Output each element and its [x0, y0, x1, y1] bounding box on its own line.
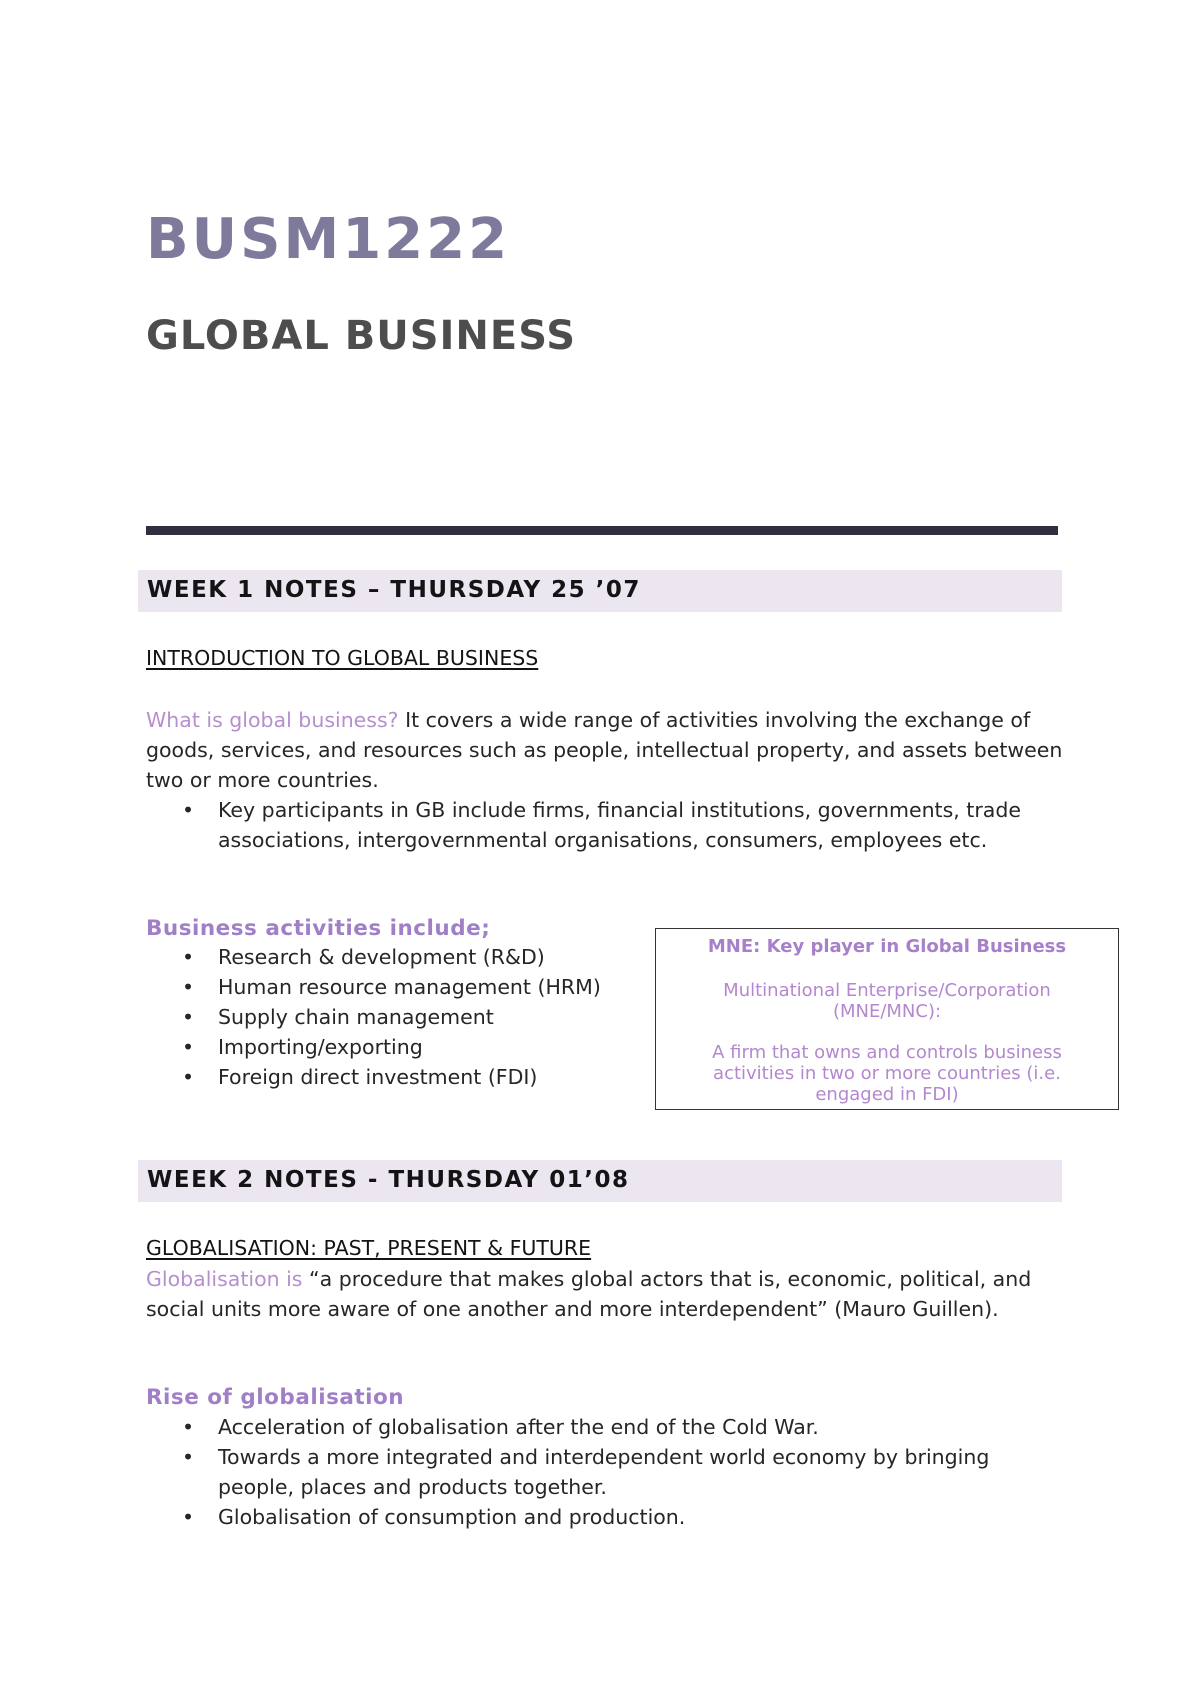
title-divider [146, 526, 1058, 535]
list-item-text: Supply chain management [218, 1005, 494, 1029]
list-item-text: Acceleration of globalisation after the end of the Cold War. [218, 1415, 819, 1439]
mne-callout-definition: A firm that owns and controls business activities in two or more countries (i.e. engaged in FDI) [712, 1042, 1062, 1105]
list-item-text: Research & development (R&D) [218, 945, 545, 969]
definition-label: Globalisation is [146, 1267, 303, 1291]
week-1-subheading: INTRODUCTION TO GLOBAL BUSINESS [146, 646, 539, 670]
week-2-subheading: GLOBALISATION: PAST, PRESENT & FUTURE [146, 1236, 592, 1260]
list-item [146, 1442, 1046, 1502]
list-item [146, 972, 646, 1002]
rise-list [146, 1412, 1046, 1532]
week-2-title: WEEK 2 NOTES - THURSDAY 01’08 [147, 1167, 630, 1193]
list-item-text: Globalisation of consumption and production. [218, 1505, 686, 1529]
question-label: What is global business? [146, 708, 399, 732]
course-name: GLOBAL BUSINESS [146, 313, 577, 359]
course-code: BUSM1222 [146, 207, 511, 272]
mne-callout-term: Multinational Enterprise/Corporation (MNE/MNC): [723, 980, 1051, 1022]
list-item [146, 942, 646, 972]
globalisation-definition [146, 1264, 1076, 1324]
list-item [146, 795, 1046, 855]
question-text: It covers a wide range of activities involving the exchange of goods, services, and resources such as people, intellectual property, and assets between two or more countries. [146, 708, 1063, 792]
bullet: • [182, 798, 195, 822]
bullet: • [182, 1005, 195, 1029]
definition-text: “a procedure that makes global actors that is, economic, political, and social units more aware of one another and more interdependent” (Mauro Guillen). [146, 1267, 1032, 1321]
global-business-definition [146, 705, 1076, 795]
week-2-header-band [138, 1160, 1062, 1202]
list-item [146, 1062, 646, 1092]
participants-list [146, 795, 1046, 855]
list-item [146, 1032, 646, 1062]
list-item-text: Importing/exporting [218, 1035, 423, 1059]
bullet: • [182, 1065, 195, 1089]
bullet: • [182, 1415, 195, 1439]
bullet: • [182, 1445, 195, 1469]
week-1-header-band [138, 570, 1062, 612]
list-item-text: Foreign direct investment (FDI) [218, 1065, 538, 1089]
list-item [146, 1412, 1046, 1442]
week-1-title: WEEK 1 NOTES – THURSDAY 25 ’07 [147, 577, 641, 603]
list-item-text: Human resource management (HRM) [218, 975, 601, 999]
bullet: • [182, 945, 195, 969]
activities-list [146, 942, 646, 1092]
list-item-text: Key participants in GB include firms, financial institutions, governments, trade associations, intergovernmental organisations, consumers, employees etc. [218, 798, 1021, 852]
list-item [146, 1002, 646, 1032]
mne-callout-box [655, 928, 1119, 1110]
bullet: • [182, 975, 195, 999]
bullet: • [182, 1505, 195, 1529]
mne-callout-title: MNE: Key player in Global Business [707, 936, 1067, 957]
list-item-text: Towards a more integrated and interdependent world economy by bringing people, places and products together. [218, 1445, 990, 1499]
bullet: • [182, 1035, 195, 1059]
rise-of-globalisation-heading: Rise of globalisation [146, 1385, 405, 1410]
activities-heading: Business activities include; [146, 916, 491, 941]
list-item [146, 1502, 1046, 1532]
